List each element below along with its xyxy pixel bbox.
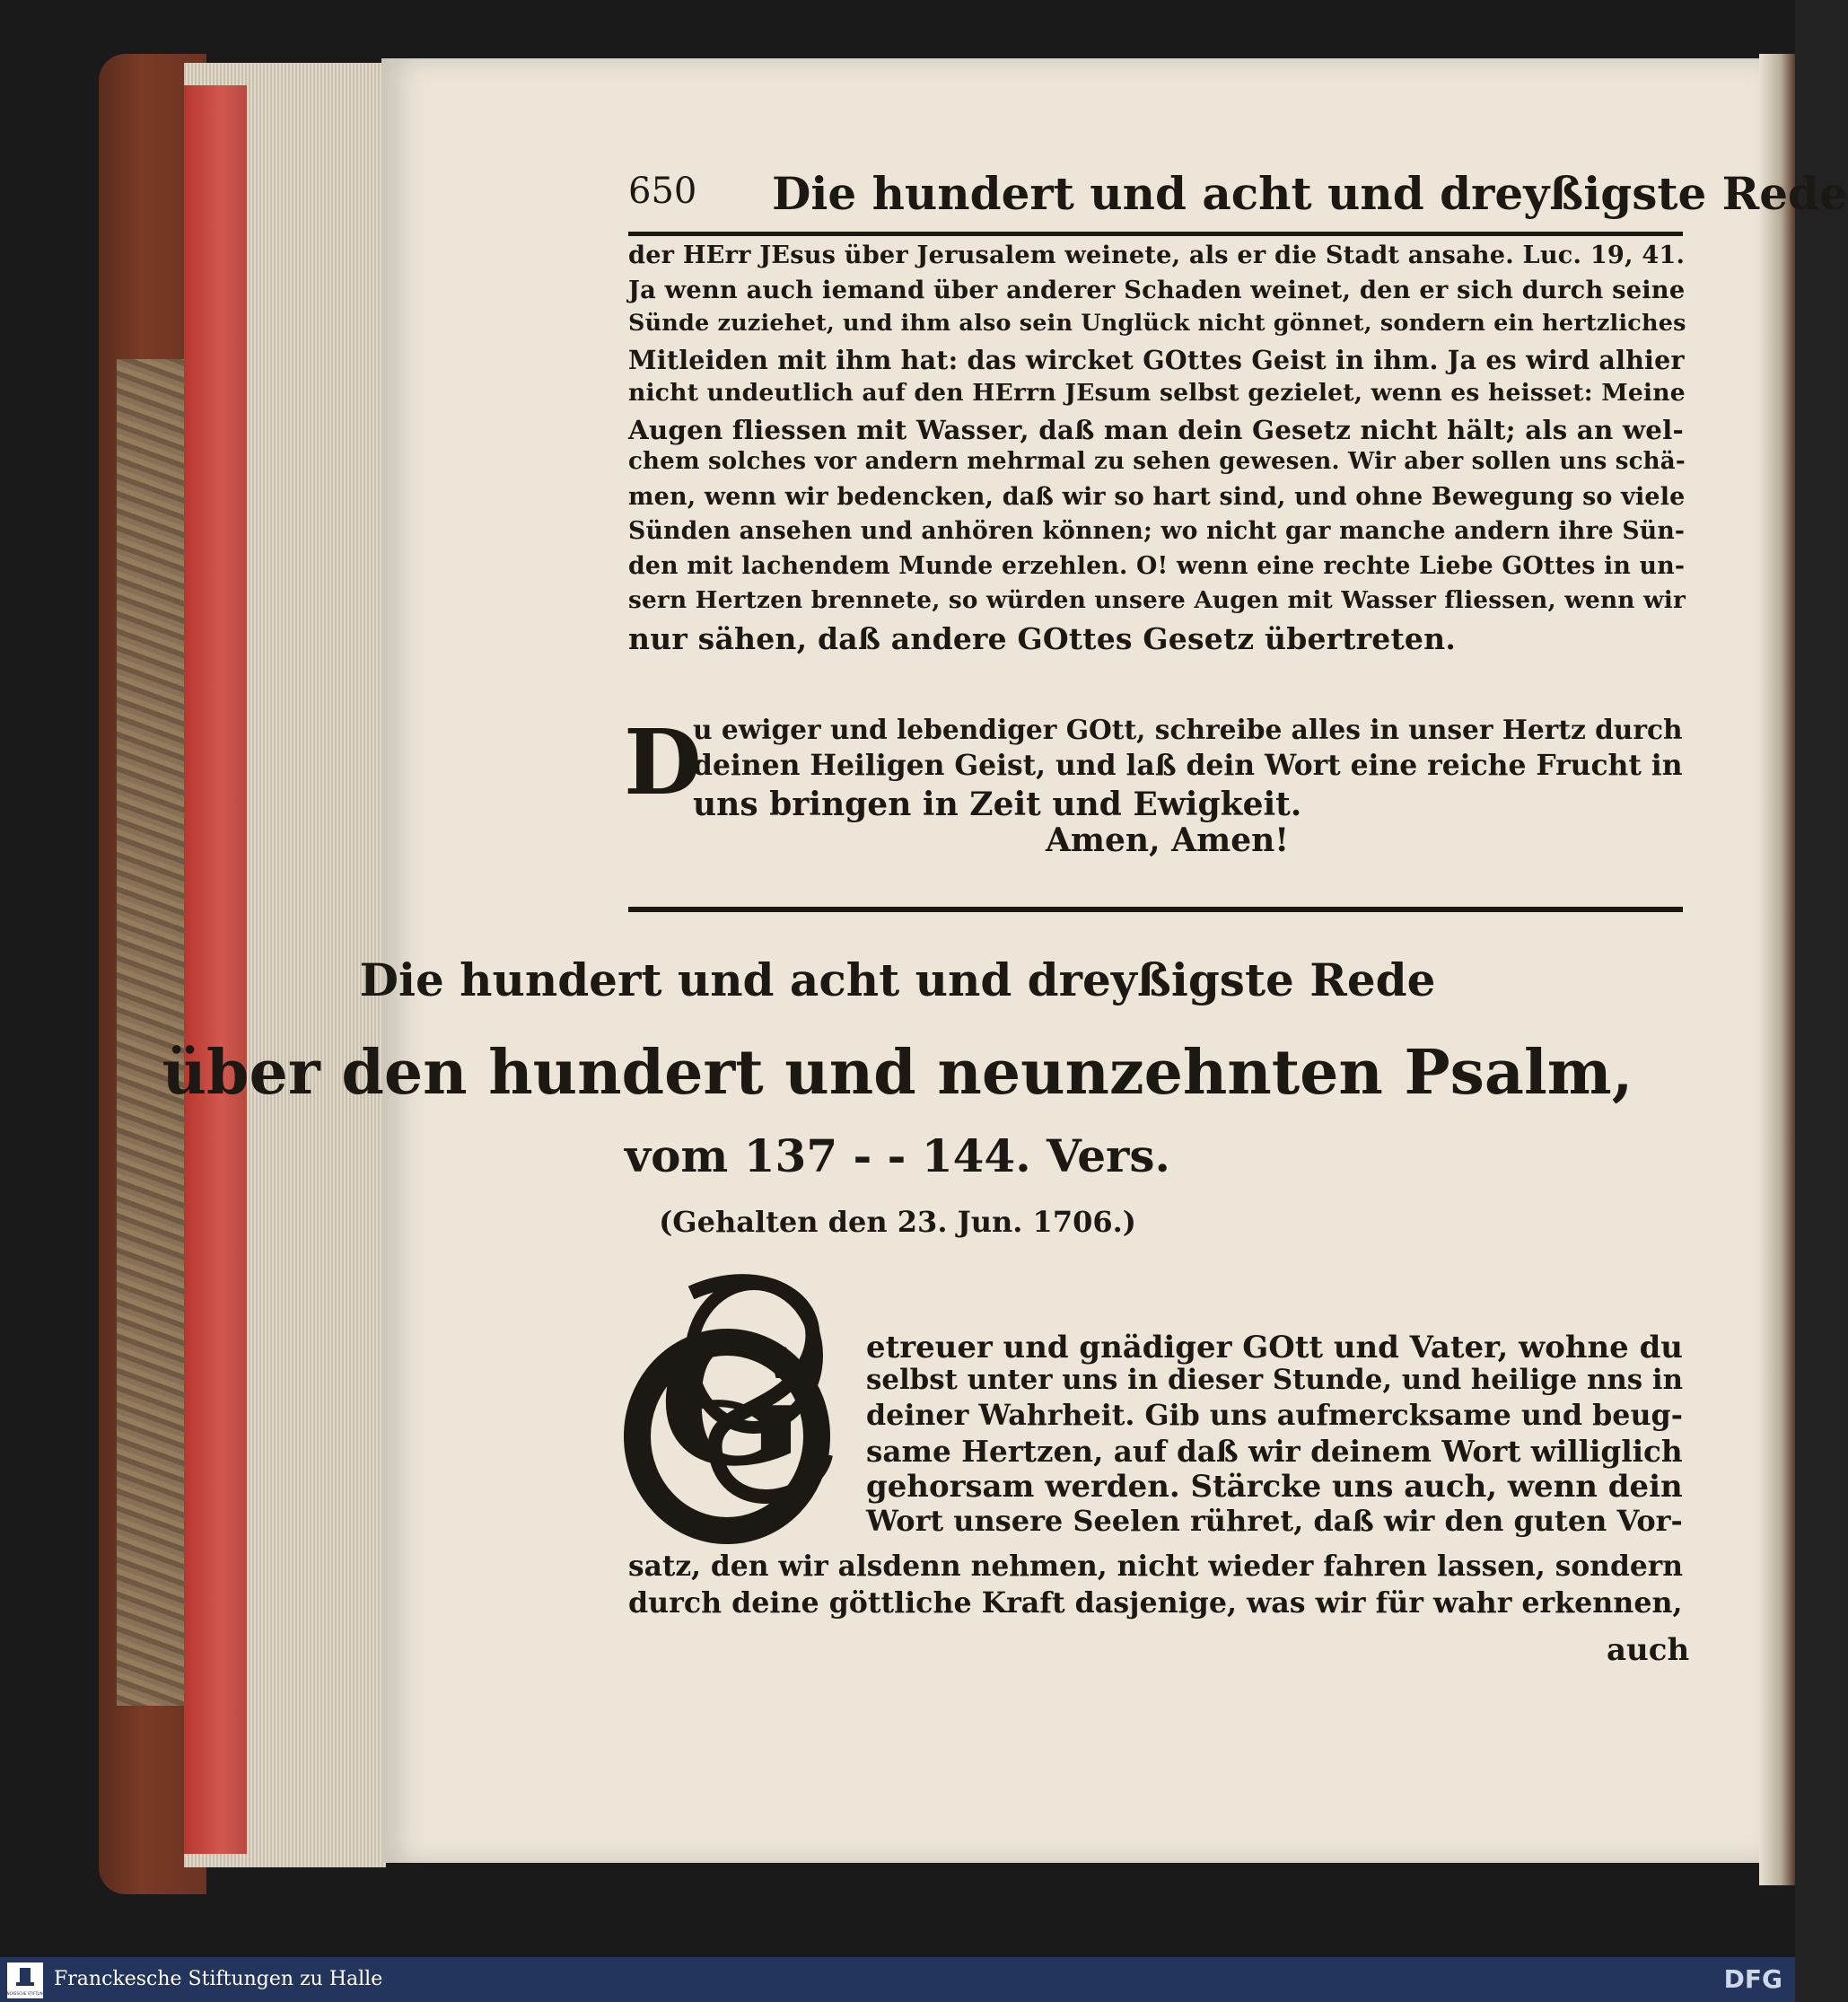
section-subtitle: über den hundert und neunzehnten Psalm, (162, 1037, 1633, 1109)
closing-line-line: u ewiger und lebendiger GOtt, schreibe alles in unser Hertz durch (693, 714, 1683, 745)
opening-line-line: same Hertzen, auf daß wir deinem Wort williglich (866, 1434, 1683, 1469)
institution-name: Franckesche Stiftungen zu Halle (54, 1968, 383, 1990)
body-line-line: nicht undeutlich auf den HErrn JEsum selbst gezielet, wenn es heisset: Meine (628, 379, 1686, 407)
body-line-line: Ja wenn auch iemand über anderer Schaden weinet, den er sich durch seine (628, 275, 1686, 304)
drop-cap-letter: G (658, 1304, 805, 1504)
header-rule (628, 232, 1683, 236)
body-line-line: den mit lachendem Munde erzehlen. O! wenn eine rechte Liebe GOttes in un- (628, 551, 1686, 580)
logo-text: FRANCKESCHE STIFTUNGEN (0, 1991, 51, 1996)
body-line-line: chem solches vor andern mehrmal zu sehen gewesen. Wir aber sollen uns schä- (628, 448, 1686, 475)
body-line-line: nur sähen, daß andere GOttes Gesetz übertreten. (628, 620, 1457, 656)
body-line-line: Sünde zuziehet, und ihm also sein Unglück nicht gönnet, sondern ein hertzliches (628, 310, 1686, 337)
section-rule (628, 907, 1683, 912)
body-line-line: Sünden ansehen und anhören können; wo nicht gar manche andern ihre Sün- (628, 517, 1686, 545)
opening-line-line: Wort unsere Seelen rühret, daß wir den guten Vor- (866, 1504, 1683, 1538)
footer-bar (0, 1957, 1795, 2002)
amen-line: Amen, Amen! (1046, 821, 1290, 859)
verse-range: vom 137 - - 144. Vers. (625, 1129, 1170, 1182)
closing-line-line: uns bringen in Zeit und Ewigkeit. (693, 786, 1302, 823)
page-header (628, 167, 1848, 224)
catchword: auch (1607, 1632, 1690, 1668)
opening-line-line: etreuer und gnädiger GOtt und Vater, wohne du (866, 1329, 1683, 1365)
body-line-line: Augen fliessen mit Wasser, daß man dein Gesetz nicht hält; als an wel- (628, 413, 1684, 445)
running-head: Die hundert und acht und dreyßigste Rede (772, 167, 1848, 220)
decorative-initial-g (619, 1257, 853, 1535)
body-line-line: men, wenn wir bedencken, daß wir so hart sind, und ohne Bewegung so viele (628, 482, 1686, 511)
body-line-line: Mitleiden mit ihm hat: das wircket GOttes Geist in ihm. Ja es wird alhier (628, 344, 1685, 375)
body-line-line: sern Hertzen brennete, so würden unsere Augen mit Wasser fliessen, wenn wir (628, 586, 1686, 614)
page-number: 650 (628, 171, 697, 212)
section-title: Die hundert und acht und dreyßigste Rede (359, 953, 1436, 1006)
closing-line-line: deinen Heiligen Geist, und laß dein Wort eine reiche Frucht in (693, 750, 1683, 782)
opening-full-line: satz, den wir alsdenn nehmen, nicht wieder fahren lassen, sondern (628, 1550, 1683, 1583)
institution-logo (0, 1962, 51, 1998)
opening-line-line: gehorsam werden. Stärcke uns auch, wenn dein (866, 1469, 1683, 1505)
dfg-logo: DFG (1723, 1964, 1782, 1994)
marbled-cover (117, 359, 193, 1706)
sermon-date: (Gehalten den 23. Jun. 1706.) (659, 1205, 1136, 1239)
opening-line-line: deiner Wahrheit. Gib uns aufmercksame und beug- (866, 1399, 1683, 1432)
body-line-line: der HErr JEsus über Jerusalem weinete, als er die Stadt ansahe. Luc. 19, 41. (628, 241, 1686, 269)
opening-line-line: selbst unter uns in dieser Stunde, und heilige nns in (866, 1364, 1684, 1396)
closing-prayer-initial: D (624, 709, 702, 815)
opening-full-line: durch deine göttliche Kraft dasjenige, was wir für wahr erkennen, (628, 1586, 1683, 1620)
